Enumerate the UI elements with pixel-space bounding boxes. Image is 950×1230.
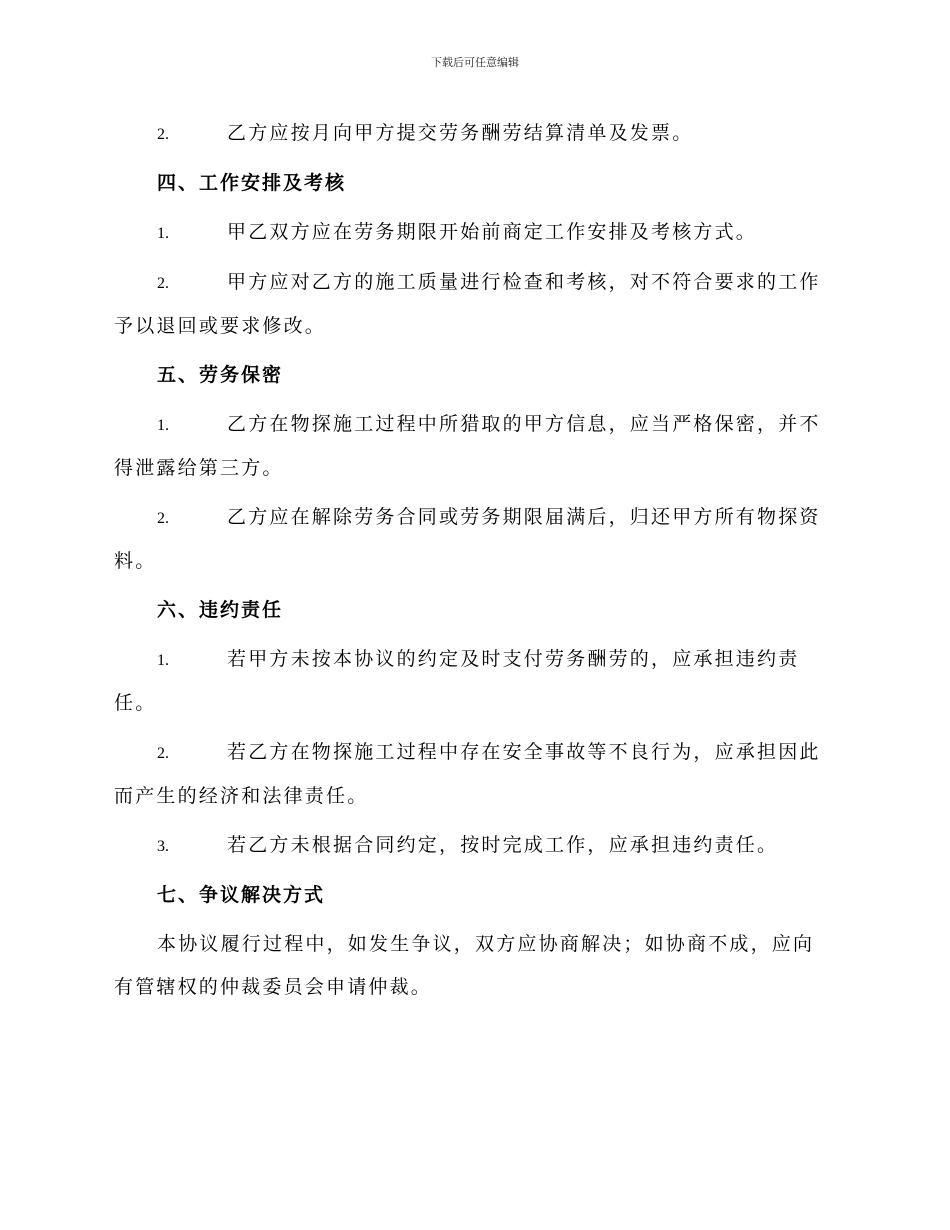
- section-heading: 七、争议解决方式: [157, 884, 326, 906]
- clause-text: 乙方在物探施工过程中所猎取的甲方信息，应当严格保密，并不得泄露给第三方。: [114, 413, 821, 479]
- clause-text: 乙方应在解除劳务合同或劳务期限届满后，归还甲方所有物探资料。: [114, 506, 821, 572]
- clause-number: 2.: [157, 126, 169, 143]
- page-header: 下载后可任意编辑: [431, 56, 519, 69]
- clause-number: 2.: [157, 510, 169, 527]
- clause-number: 1.: [157, 417, 169, 434]
- clause-number: 1.: [157, 225, 169, 242]
- clause-item: [114, 638, 834, 725]
- clause-item: [114, 261, 834, 348]
- clause-number: 1.: [157, 652, 169, 669]
- clause-text: 乙方应按月向甲方提交劳务酬劳结算清单及发票。: [227, 122, 694, 144]
- section-heading: 六、违约责任: [157, 599, 284, 621]
- clause-number: 3.: [157, 838, 169, 855]
- document-body: [114, 112, 834, 1009]
- clause-item: [114, 211, 834, 255]
- section-heading: 五、劳务保密: [157, 364, 284, 386]
- clause-text: 若乙方在物探施工过程中存在安全事故等不良行为，应承担因此而产生的经济和法律责任。: [114, 741, 821, 807]
- clause-text: 若甲方未按本协议的约定及时支付劳务酬劳的，应承担违约责任。: [114, 648, 800, 714]
- clause-text: 甲乙双方应在劳务期限开始前商定工作安排及考核方式。: [227, 221, 758, 243]
- clause-item: [114, 731, 834, 818]
- clause-item: [114, 824, 834, 868]
- clause-number: 2.: [157, 745, 169, 762]
- clause-item: [114, 496, 834, 583]
- clause-number: 2.: [157, 275, 169, 292]
- clause-item: [114, 112, 834, 156]
- clause-text: 若乙方未根据合同约定，按时完成工作，应承担违约责任。: [227, 834, 779, 856]
- body-paragraph: 本协议履行过程中，如发生争议，双方应协商解决；如协商不成，应向有管辖权的仲裁委员会申请仲裁。: [114, 933, 815, 998]
- clause-item: [114, 403, 834, 490]
- clause-text: 甲方应对乙方的施工质量进行检查和考核，对不符合要求的工作予以退回或要求修改。: [114, 271, 821, 337]
- section-heading: 四、工作安排及考核: [157, 172, 347, 194]
